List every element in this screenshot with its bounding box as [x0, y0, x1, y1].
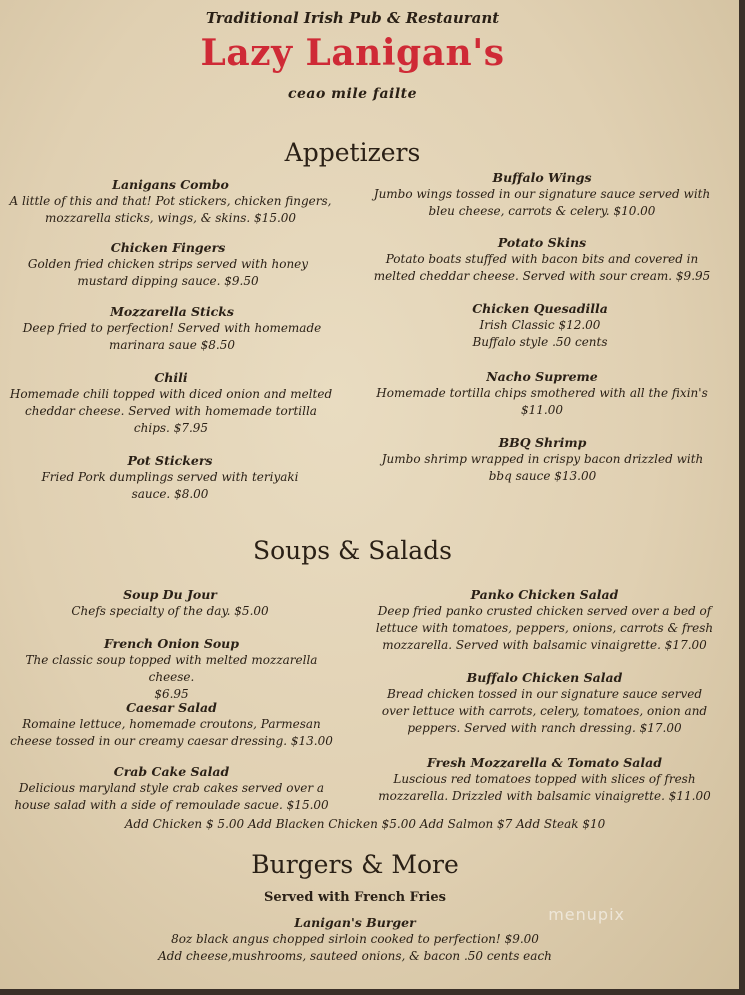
motto: ceao mile failte	[287, 86, 418, 102]
photo-edge-bottom	[0, 989, 745, 995]
item-extra: Buffalo style .50 cents	[472, 335, 608, 349]
menu-item	[372, 234, 712, 285]
watermark-logo: menupix	[548, 905, 625, 924]
item-price: $13.00	[290, 734, 333, 748]
item-desc: Deep fried panko crusted chicken served over a bed of lettuce with tomatoes, peppers, onions, carrots & fresh mozzarella. Served with balsamic vinaigrette.	[375, 604, 714, 652]
item-name: Chicken Fingers	[110, 240, 226, 255]
section-subtitle: Served with French Fries	[264, 890, 446, 905]
item-name: Caesar Salad	[126, 700, 217, 715]
item-name: Chicken Quesadilla	[472, 301, 608, 316]
item-desc: Fried Pork dumplings served with teriyaki sauce.	[41, 470, 299, 501]
menu-item	[372, 669, 717, 737]
item-name: Lanigan's Burger	[294, 915, 416, 930]
menu-item	[14, 763, 329, 814]
menu-item	[375, 434, 710, 485]
item-price: $13.00	[554, 469, 597, 483]
menu-item	[372, 169, 712, 220]
item-price: $8.00	[174, 487, 209, 501]
item-name: Lanigans Combo	[112, 177, 229, 192]
restaurant-name: Lazy Lanigan's	[200, 32, 505, 74]
item-desc: Romaine lettuce, homemade croutons, Parmesan cheese tossed in our creamy caesar dressing.	[10, 717, 321, 748]
menu-item	[40, 586, 300, 620]
item-desc: Jumbo wings tossed in our signature sauce served with bleu cheese, carrots & celery.	[373, 187, 711, 218]
item-desc: Homemade tortilla chips smothered with all the fixin's	[376, 386, 708, 400]
item-desc: The classic soup topped with melted mozzarella cheese.	[25, 653, 318, 684]
menu-item	[6, 369, 336, 437]
item-name: Chili	[154, 370, 188, 385]
item-price: $5.00	[234, 604, 269, 618]
item-desc: Homemade chili topped with diced onion and melted cheddar cheese. Served with homemade tortilla chips.	[9, 387, 333, 435]
salad-addons: Add Chicken $ 5.00 Add Blacken Chicken $5.00 Add Salmon $7 Add Steak $10	[124, 817, 606, 831]
item-price: $17.00	[664, 638, 707, 652]
item-price: $15.00	[254, 211, 297, 225]
item-desc: Jumbo shrimp wrapped in crispy bacon drizzled with bbq sauce	[381, 452, 704, 483]
item-desc: A little of this and that! Pot stickers, chicken fingers, mozzarella sticks, wings, & skins.	[9, 194, 332, 225]
item-desc: Luscious red tomatoes topped with slices of fresh mozzarella. Drizzled with balsamic vinaigrette.	[378, 772, 696, 803]
item-name: Buffalo Wings	[492, 170, 592, 185]
item-name: Buffalo Chicken Salad	[466, 670, 623, 685]
item-price: $9.50	[224, 274, 259, 288]
menu-item	[8, 176, 333, 227]
menu-item	[372, 586, 717, 654]
item-desc: Golden fried chicken strips served with honey mustard dipping sauce.	[27, 257, 309, 288]
item-price: $17.00	[639, 721, 682, 735]
menu-item	[40, 452, 300, 503]
item-name: Crab Cake Salad	[113, 764, 230, 779]
item-desc: Bread chicken tossed in our signature sauce served over lettuce with carrots, celery, tomatoes, onion and peppers. Served with ranch dressing.	[381, 687, 708, 735]
item-price: $9.00	[504, 932, 539, 946]
section-title-soups-salads: Soups & Salads	[252, 536, 453, 565]
photo-edge-right	[739, 0, 745, 995]
item-price: $6.95	[154, 687, 189, 701]
item-price: $11.00	[668, 789, 711, 803]
menu-item	[372, 368, 712, 419]
item-desc: Potato boats stuffed with bacon bits and covered in melted cheddar cheese. Served with sour cream.	[373, 252, 699, 283]
item-price: $15.00	[286, 798, 329, 812]
item-desc: Deep fried to perfection! Served with homemade marinara saue	[22, 321, 322, 352]
item-extra: Add cheese,mushrooms, sauteed onions, & bacon .50 cents each	[158, 949, 552, 963]
item-desc: Chefs specialty of the day.	[71, 604, 231, 618]
section-title-burgers: Burgers & More	[251, 850, 459, 879]
menu-item	[4, 635, 339, 703]
item-price: $12.00	[558, 318, 601, 332]
item-price: $7.95	[173, 421, 209, 435]
item-name: Mozzarella Sticks	[110, 304, 234, 319]
item-desc: Delicious maryland style crab cakes served over a house salad with a side of remoulade sacue.	[14, 781, 325, 812]
menu-item	[372, 754, 717, 805]
item-name: Fresh Mozzarella & Tomato Salad	[427, 755, 662, 770]
item-name: French Onion Soup	[103, 636, 240, 651]
item-name: Potato Skins	[497, 235, 587, 250]
section-title-appetizers: Appetizers	[284, 138, 421, 167]
menu-item	[120, 914, 590, 965]
item-name: Pot Stickers	[127, 453, 213, 468]
item-price: $11.00	[521, 403, 563, 417]
item-desc: Irish Classic	[479, 318, 555, 332]
item-name: Panko Chicken Salad	[470, 587, 619, 602]
item-name: Soup Du Jour	[123, 587, 217, 602]
menu-item	[4, 239, 332, 290]
menu-item	[440, 300, 640, 351]
item-price: $8.50	[200, 338, 236, 352]
item-desc: 8oz black angus chopped sirloin cooked to perfection!	[171, 932, 501, 946]
item-price: $10.00	[613, 204, 656, 218]
tagline: Traditional Irish Pub & Restaurant	[205, 9, 500, 27]
item-name: BBQ Shrimp	[498, 435, 587, 450]
menu-item	[4, 699, 339, 750]
item-price: $9.95	[675, 269, 711, 283]
menu-item	[22, 303, 322, 354]
item-name: Nacho Supreme	[486, 369, 598, 384]
